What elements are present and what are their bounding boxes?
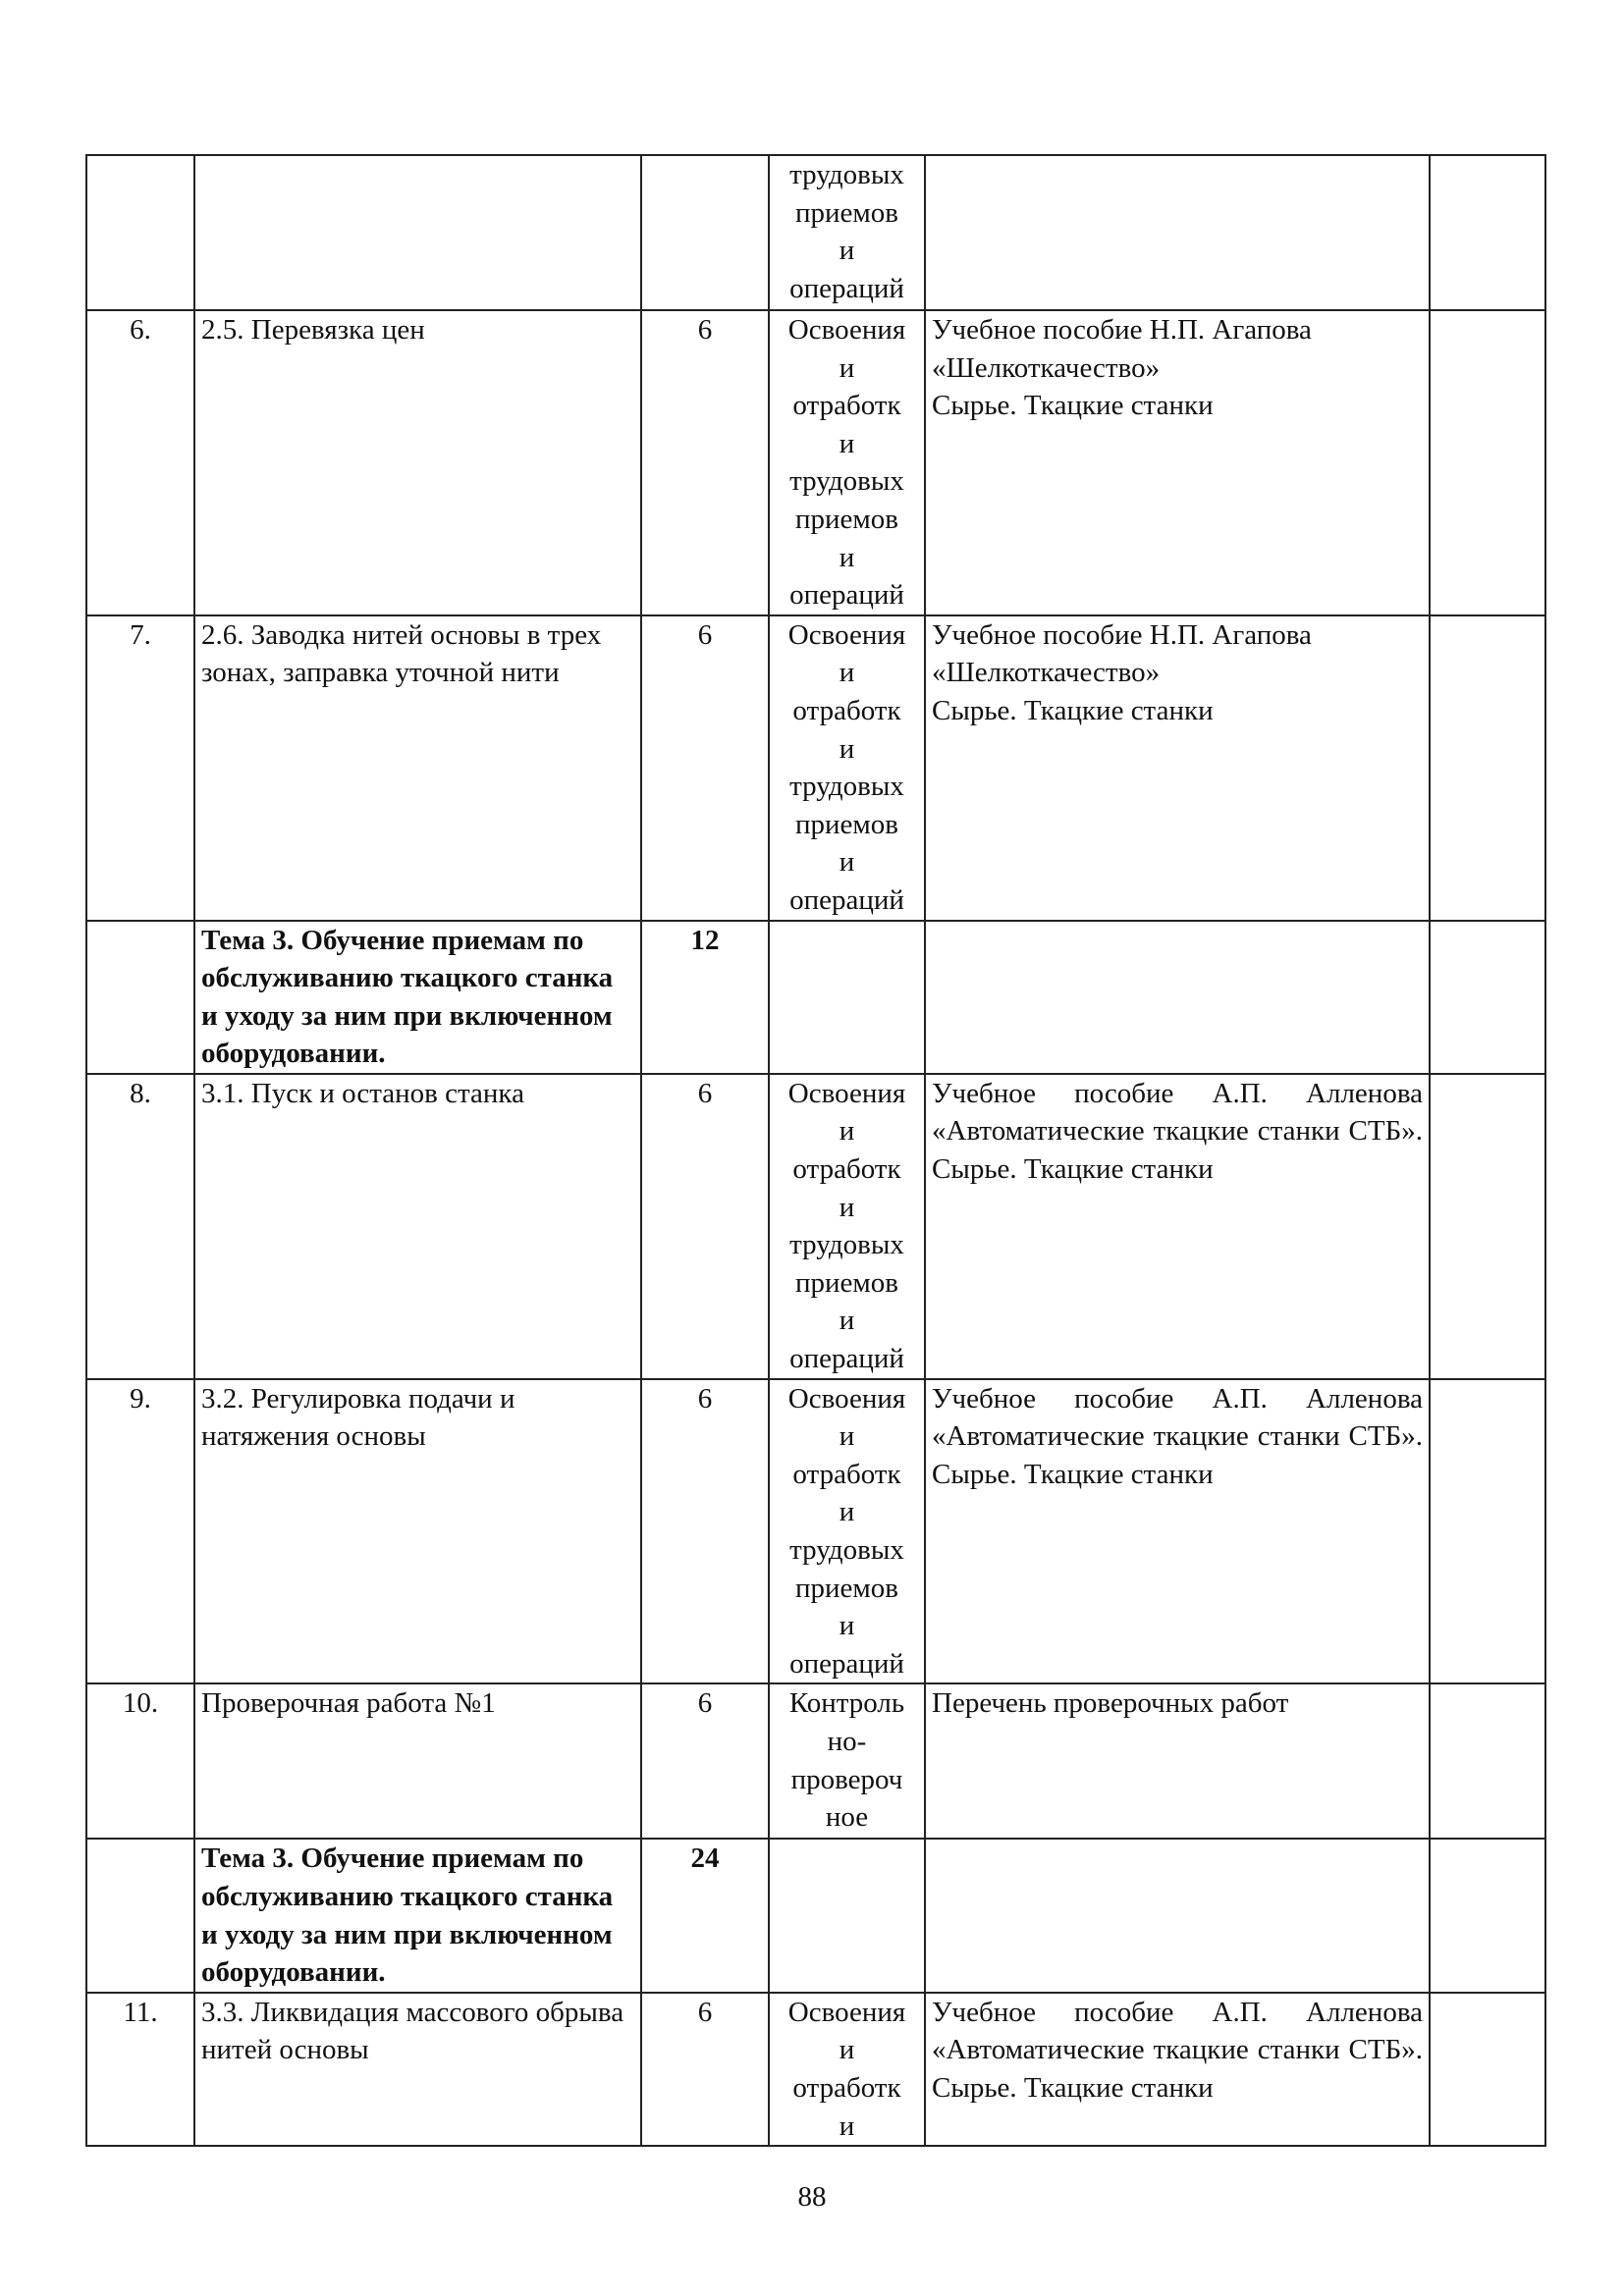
notes-cell <box>1430 310 1545 615</box>
lesson-form-line: приемов <box>795 196 898 229</box>
lesson-form-line: и <box>839 2109 855 2142</box>
lesson-form-line: и <box>839 351 855 384</box>
lesson-form-line: приемов <box>795 808 898 840</box>
lesson-title-cell: 2.5. Перевязка цен <box>194 310 641 615</box>
table-row <box>86 155 1545 310</box>
notes-cell <box>1430 1839 1545 1992</box>
notes-cell <box>1430 615 1545 921</box>
lesson-form-line: Освоения <box>787 1382 906 1415</box>
source-cell <box>925 155 1430 310</box>
row-number-cell <box>86 1839 194 1992</box>
topic-row <box>86 921 1545 1074</box>
lesson-form-line: отработк <box>792 390 901 422</box>
lesson-form-line: провероч <box>790 1763 903 1795</box>
source-line: Сырье. Ткацкие станки <box>932 694 1214 726</box>
lesson-form-line: трудовых <box>789 1229 904 1261</box>
lesson-form-line: и <box>839 732 855 765</box>
table-row <box>86 615 1545 921</box>
lesson-form-cell <box>769 155 925 310</box>
lesson-title-cell <box>194 155 641 310</box>
lesson-title-cell: Проверочная работа №1 <box>194 1683 641 1839</box>
hours-cell: 6 <box>641 1379 769 1684</box>
hours-cell: 6 <box>641 1683 769 1839</box>
curriculum-table <box>85 154 1546 2147</box>
source-cell <box>925 615 1430 921</box>
row-number-cell: 8. <box>86 1074 194 1379</box>
lesson-form-cell <box>769 1379 925 1684</box>
hours-cell <box>641 155 769 310</box>
notes-cell <box>1430 1379 1545 1684</box>
lesson-form-line: и <box>839 1420 855 1453</box>
lesson-form-line: и <box>839 1191 855 1223</box>
hours-cell: 6 <box>641 310 769 615</box>
table-row <box>86 310 1545 615</box>
lesson-form-line: операций <box>789 883 904 916</box>
lesson-form-line: отработк <box>792 2071 901 2104</box>
lesson-title-cell: 3.1. Пуск и останов станка <box>194 1074 641 1379</box>
hours-cell: 6 <box>641 615 769 921</box>
lesson-form-cell <box>769 615 925 921</box>
source-line: Учебное пособие Н.П. Агапова <box>932 314 1312 346</box>
page-number: 88 <box>797 2181 827 2213</box>
source-cell <box>925 310 1430 615</box>
source-line: Учебное пособие А.П. Алленова «Автоматические ткацкие станки СТБ». Сырье. Ткацкие станки <box>932 1077 1423 1186</box>
lesson-form-line: и <box>839 657 855 689</box>
source-line: Перечень проверочных работ <box>932 1687 1289 1720</box>
row-number-cell: 6. <box>86 310 194 615</box>
lesson-form-line: Освоения <box>787 1077 906 1109</box>
notes-cell <box>1430 1074 1545 1379</box>
lesson-form-line: трудовых <box>789 771 904 803</box>
lesson-form-line: Контроль <box>788 1687 905 1720</box>
hours-cell: 12 <box>641 921 769 1074</box>
source-line: «Шелкоткачество» <box>932 351 1161 384</box>
row-number-cell: 11. <box>86 1993 194 2146</box>
notes-cell <box>1430 921 1545 1074</box>
row-number-cell: 10. <box>86 1683 194 1839</box>
lesson-form-line: Освоения <box>787 1996 906 2028</box>
notes-cell <box>1430 1683 1545 1839</box>
lesson-form-cell <box>769 1839 925 1992</box>
lesson-form-line: операций <box>789 1647 904 1680</box>
lesson-form-line: операций <box>789 272 904 304</box>
source-cell <box>925 1993 1430 2146</box>
lesson-form-line: приемов <box>795 1266 898 1299</box>
lesson-form-line: операций <box>789 1343 904 1375</box>
row-number-cell <box>86 921 194 1074</box>
lesson-form-line: ное <box>825 1801 869 1834</box>
source-line: Учебное пособие А.П. Алленова «Автоматические ткацкие станки СТБ». Сырье. Ткацкие станки <box>932 1382 1423 1490</box>
topic-title-cell: Тема 3. Обучение приемам по обслуживанию ткацкого станка и уходу за ним при включенном оборудовании. <box>194 921 641 1074</box>
lesson-form-line: трудовых <box>789 159 904 190</box>
lesson-form-cell <box>769 921 925 1074</box>
lesson-form-line: и <box>839 846 855 879</box>
hours-cell: 24 <box>641 1839 769 1992</box>
table-row <box>86 1074 1545 1379</box>
row-number-cell <box>86 155 194 310</box>
lesson-title-cell: 3.3. Ликвидация массового обрыва нитей основы <box>194 1993 641 2146</box>
topic-title-cell: Тема 3. Обучение приемам по обслуживанию ткацкого станка и уходу за ним при включенном оборудовании. <box>194 1839 641 1992</box>
lesson-form-line: приемов <box>795 503 898 535</box>
lesson-form-line: и <box>839 1305 855 1337</box>
source-line: Учебное пособие А.П. Алленова «Автоматические ткацкие станки СТБ». Сырье. Ткацкие станки <box>932 1996 1423 2104</box>
lesson-form-line: трудовых <box>789 1534 904 1566</box>
lesson-title-cell: 2.6. Заводка нитей основы в трех зонах, заправка уточной нити <box>194 615 641 921</box>
row-number-cell: 9. <box>86 1379 194 1684</box>
table-row <box>86 1993 1545 2146</box>
hours-cell: 6 <box>641 1993 769 2146</box>
source-cell <box>925 1683 1430 1839</box>
table-row <box>86 1379 1545 1684</box>
lesson-form-line: приемов <box>795 1572 898 1604</box>
lesson-form-cell <box>769 1074 925 1379</box>
source-cell <box>925 1379 1430 1684</box>
lesson-form-line: отработк <box>792 1153 901 1186</box>
topic-row <box>86 1839 1545 1992</box>
source-cell <box>925 921 1430 1074</box>
source-line: Учебное пособие Н.П. Агапова <box>932 618 1312 651</box>
lesson-form-line: отработк <box>792 694 901 726</box>
hours-cell: 6 <box>641 1074 769 1379</box>
source-cell <box>925 1074 1430 1379</box>
lesson-form-cell <box>769 1993 925 2146</box>
table-row <box>86 1683 1545 1839</box>
lesson-form-line: и <box>839 235 855 267</box>
source-line: «Шелкоткачество» <box>932 657 1161 689</box>
lesson-form-line: и <box>839 541 855 573</box>
lesson-form-line: и <box>839 427 855 459</box>
lesson-form-line: Освоения <box>787 314 906 346</box>
lesson-form-line: операций <box>789 579 904 612</box>
lesson-form-cell <box>769 1683 925 1839</box>
lesson-title-cell: 3.2. Регулировка подачи и натяжения основы <box>194 1379 641 1684</box>
notes-cell <box>1430 155 1545 310</box>
lesson-form-cell <box>769 310 925 615</box>
lesson-form-line: и <box>839 1496 855 1528</box>
notes-cell <box>1430 1993 1545 2146</box>
lesson-form-line: но- <box>827 1725 867 1757</box>
source-line: Сырье. Ткацкие станки <box>932 390 1214 422</box>
lesson-form-line: и <box>839 2034 855 2066</box>
lesson-form-line: и <box>839 1115 855 1148</box>
source-cell <box>925 1839 1430 1992</box>
lesson-form-line: и <box>839 1610 855 1642</box>
lesson-form-line: отработк <box>792 1458 901 1490</box>
lesson-form-line: Освоения <box>787 618 906 651</box>
row-number-cell: 7. <box>86 615 194 921</box>
lesson-form-line: трудовых <box>789 465 904 498</box>
curriculum-table-body <box>86 155 1545 2146</box>
